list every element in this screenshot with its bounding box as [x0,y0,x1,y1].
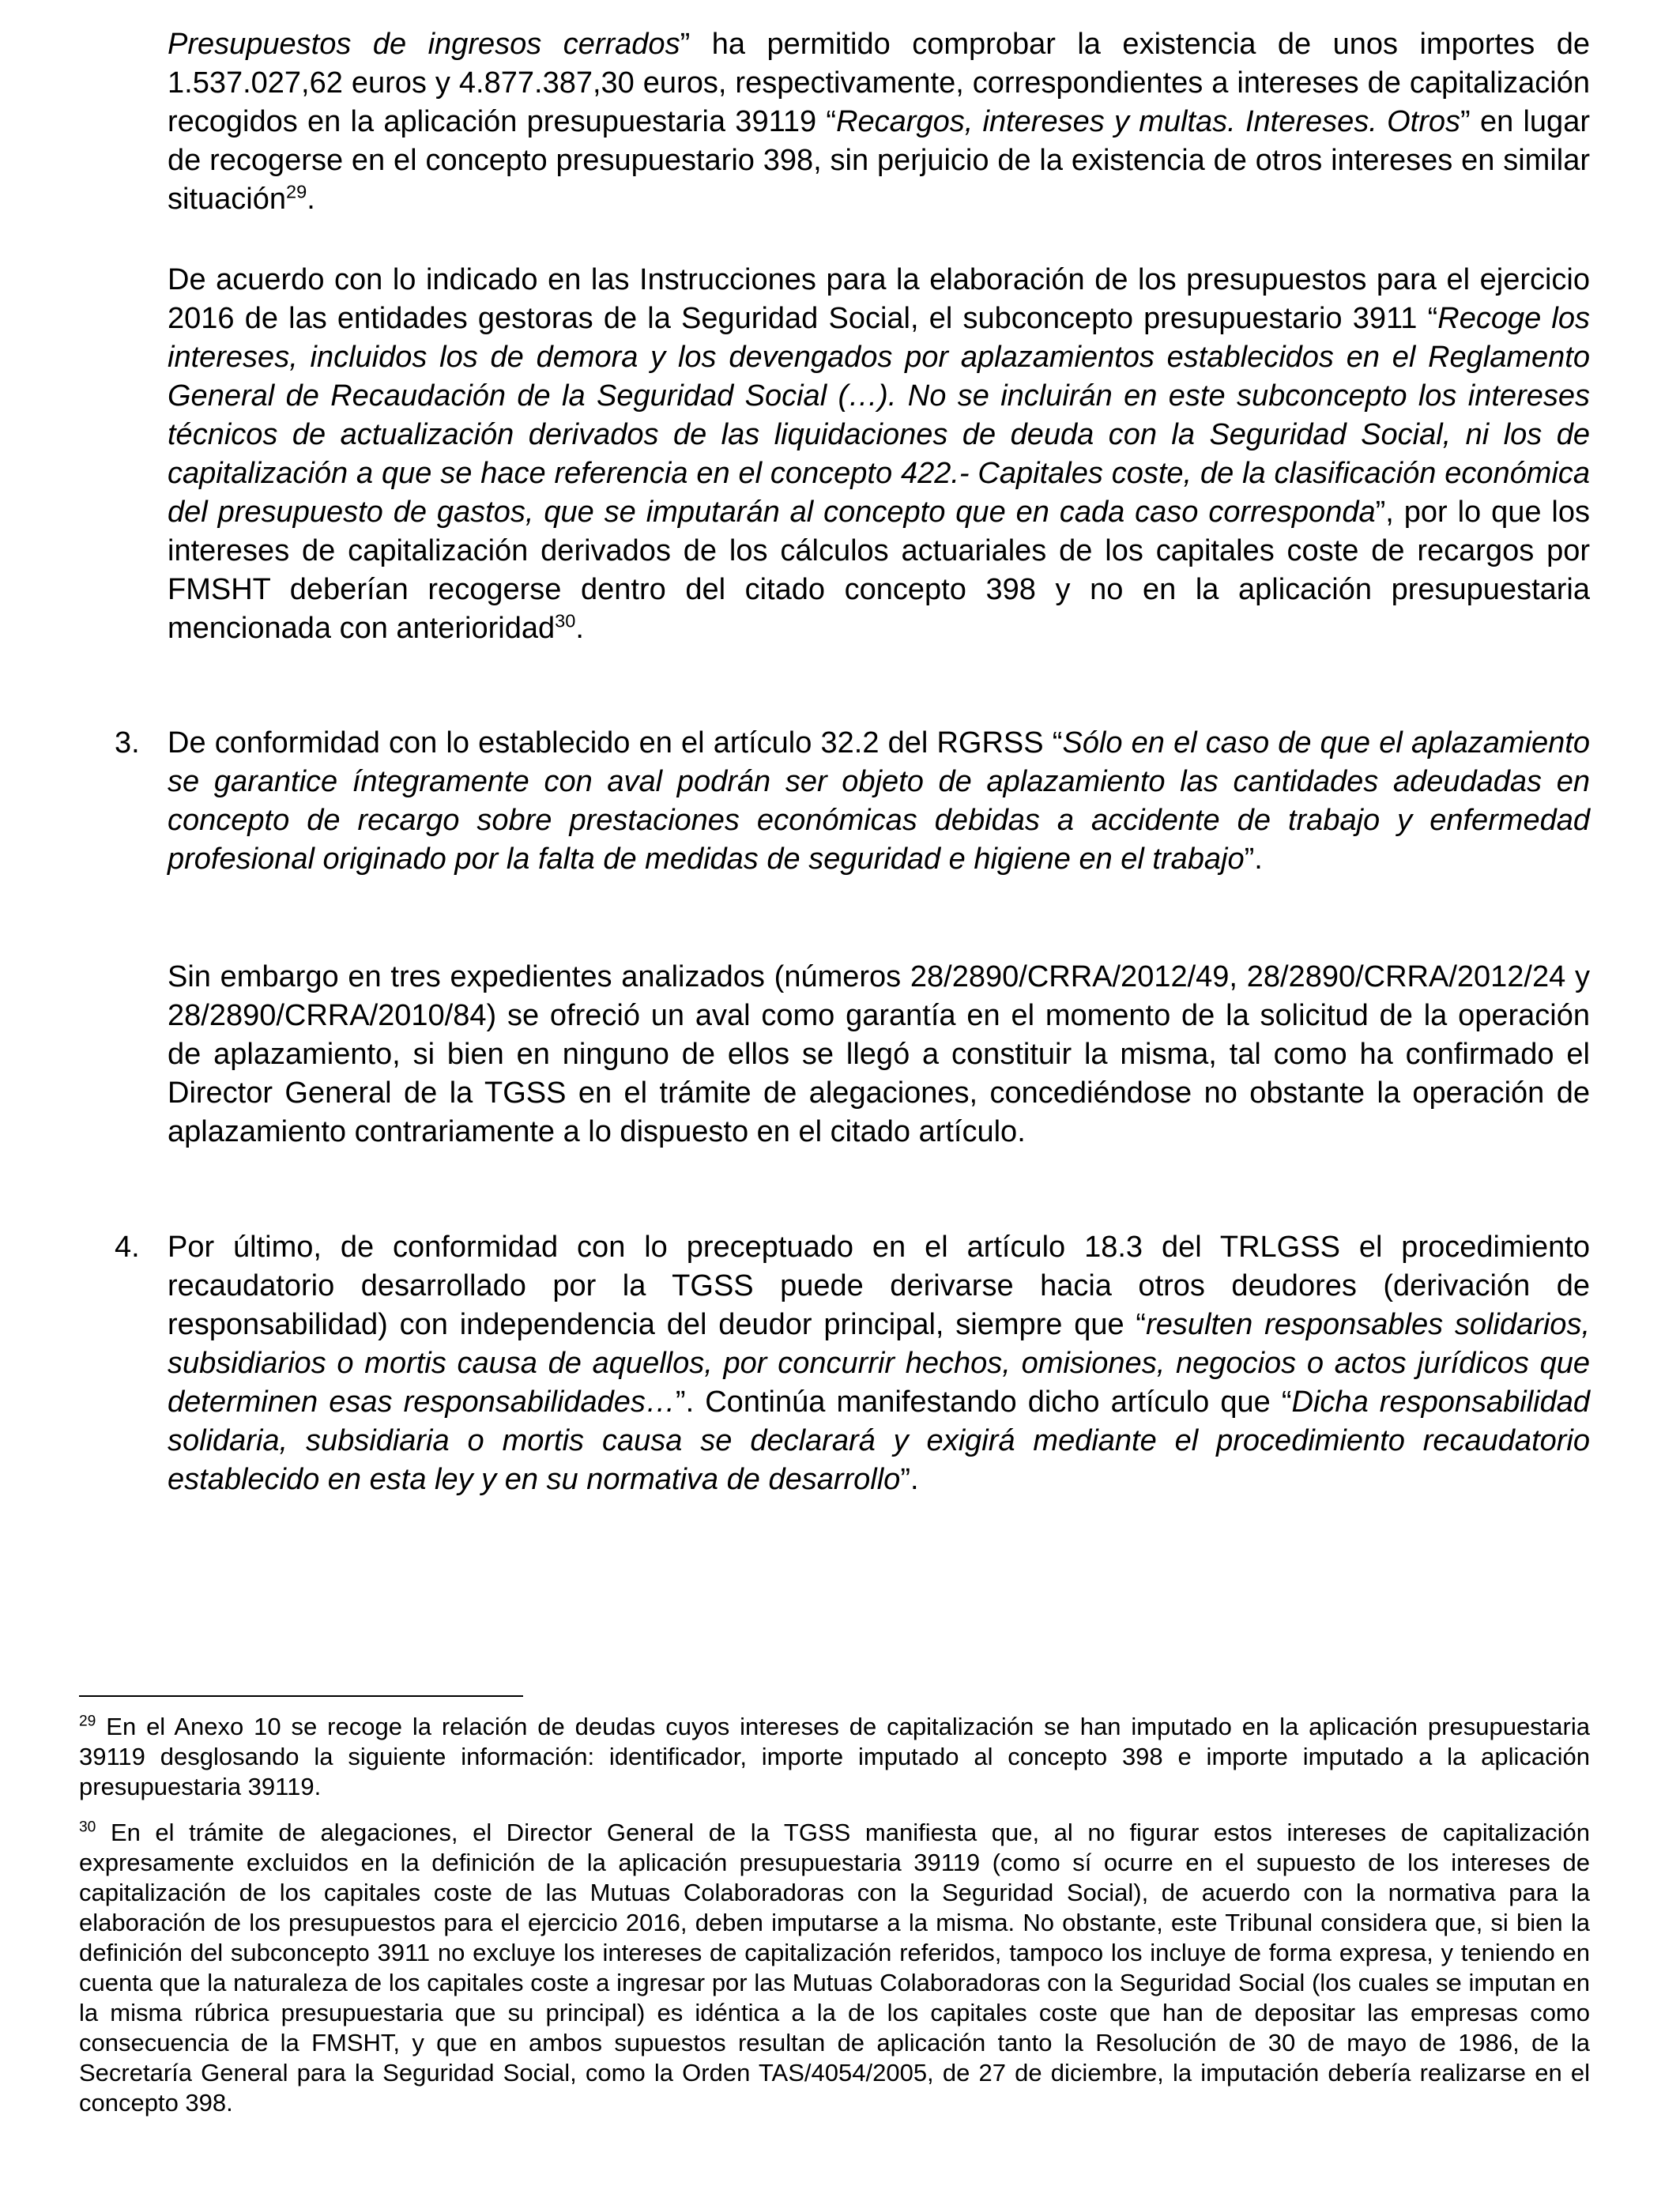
list-number: 3. [115,726,140,760]
italic-quote: Dicha responsabilidad solidaria, subsidiaria o mortis causa se declarará y exigirá mediante el procedimiento recaudatorio establecido en esta ley y en su normativa de desarrollo [168,1385,1590,1496]
paragraph-instrucciones-presupuestos [168,261,1590,648]
paragraph-text: ”. Continúa manifestando dicho artículo que “ [675,1385,1292,1419]
footnote-separator [79,1695,523,1697]
footnote-ref-29[interactable]: 29 [285,181,307,202]
footnote-number: 30 [79,1819,96,1836]
paragraph-text: ”. [1244,843,1263,876]
list-number: 4. [115,1231,140,1264]
footnote-number: 29 [79,1713,96,1730]
paragraph-text: . [307,183,315,216]
footnote-ref-30[interactable]: 30 [555,610,576,631]
paragraph-text: ”, por lo que los intereses de capitalización derivados de los cálculos actuariales de los capitales coste de recargos por FMSHT deberían recogerse dentro del citado concepto 398 y no en la aplicación presupuestaria mencionada con anterioridad [168,496,1590,645]
list-item-text [168,1228,1590,1499]
paragraph-text: Por último, de conformidad con lo preceptuado en el artículo 18.3 del TRLGSS el procedimiento recaudatorio desarrollado por la TGSS puede derivarse hacia otros deudores (derivación de responsabilidad) con independencia del deudor principal, siempre que “ [168,1231,1590,1341]
italic-quote: Presupuestos de ingresos cerrados [168,28,680,61]
italic-quote: Sólo en el caso de que el aplazamiento se garantice íntegramente con aval podrán ser objeto de aplazamiento las cantidades adeudadas en concepto de recargo sobre prestaciones económicas debidas a accidente de trabajo y enfermedad profesional originado por la falta de medidas de seguridad e higiene en el trabajo [168,726,1590,876]
paragraph-expedientes-analizados: Sin embargo en tres expedientes analizados (números 28/2890/CRRA/2012/49, 28/2890/CRRA/2012/24 y 28/2890/CRRA/2010/84) se ofreció un aval como garantía en el momento de la solicitud de la operación de aplazamiento, si bien en ninguno de ellos se llegó a constituir la misma, tal como ha confirmado el Director General de la TGSS en el trámite de alegaciones, concediéndose no obstante la operación de aplazamiento contrariamente a lo dispuesto en el citado artículo. [168,960,1590,1148]
footnote-text: En el Anexo 10 se recoge la relación de deudas cuyos intereses de capitalización se han imputado en la aplicación presupuestaria 39119 desglosando la siguiente información: identificador, importe imputado al concepto 398 e importe imputado a la aplicación presupuestaria 39119. [79,1713,1590,1800]
italic-quote: resulten responsables solidarios, subsidiarios o mortis causa de aquellos, por concurrir hechos, omisiones, negocios o actos jurídicos que determinen esas responsabilidades… [168,1308,1590,1419]
paragraph-text: De conformidad con lo establecido en el artículo 32.2 del RGRSS “ [168,726,1063,760]
footnote-30 [79,1818,1590,2118]
italic-quote: Recoge los intereses, incluidos los de demora y los devengados por aplazamientos establecidos en el Reglamento General de Recaudación de la Seguridad Social (…). No se incluirán en este subconcepto los intereses técnicos de actualización derivados de las liquidaciones de deuda con la Seguridad Social, ni los de capitalización a que se hace referencia en el concepto 422.- Capitales coste, de la clasificación económica del presupuesto de gastos, que se imputarán al concepto que en cada caso corresponda [168,302,1591,529]
paragraph-text: ” en lugar de recogerse en el concepto presupuestario 398, sin perjuicio de la existencia de otros intereses en similar situación [168,105,1590,216]
footnote-text: En el trámite de alegaciones, el Director General de la TGSS manifiesta que, al no figurar estos intereses de capitalización expresamente excluidos en la definición de la aplicación presupuestaria 39119 (como sí ocurre en el supuesto de los intereses de capitalización de los capitales coste de las Mutuas Colaboradoras con la Seguridad Social), de acuerdo con la normativa para la elaboración de los presupuestos para el ejercicio 2016, deben imputarse a la misma. No obstante, este Tribunal considera que, si bien la definición del subconcepto 3911 no excluye los intereses de capitalización referidos, tampoco los incluye de forma expresa, y teniendo en cuenta que la naturaleza de los capitales coste a ingresar por las Mutuas Colaboradoras con la Seguridad Social (los cuales se imputan en la misma rúbrica presupuestaria que su principal) es idéntica a la de los capitales coste que han de depositar las empresas como consecuencia de la FMSHT, y que en ambos supuestos resultan de aplicación tanto la Resolución de 30 de mayo de 1986, de la Secretaría General para la Seguridad Social, como la Orden TAS/4054/2005, de 27 de diciembre, la imputación debería realizarse en el concepto 398. [79,1819,1590,2117]
paragraph-text: . [575,612,584,645]
paragraph-text: ” ha permitido comprobar la existencia de unos importes de 1.537.027,62 euros y 4.877.387,30 euros, respectivamente, correspondientes a intereses de capitalización recogidos en la aplicación presupuestaria 39119 “ [168,28,1591,138]
paragraph-text: ”. [900,1463,919,1496]
paragraph-text: De acuerdo con lo indicado en las Instrucciones para la elaboración de los presupuestos para el ejercicio 2016 de las entidades gestoras de la Seguridad Social, el subconcepto presupuestario 3911 “ [168,263,1590,335]
footnote-29 [79,1712,1590,1802]
paragraph-intereses-capitalizacion [168,25,1590,219]
italic-quote: Recargos, intereses y multas. Intereses. Otros [836,105,1461,138]
list-item-text [168,724,1590,879]
